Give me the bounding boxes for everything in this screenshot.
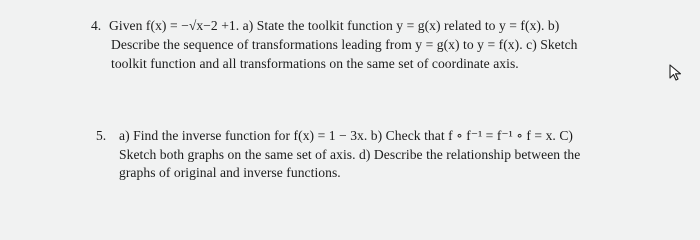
problem-5-line-3: graphs of original and inverse functions. xyxy=(119,165,341,180)
problem-4-line-1: Given f(x) = −√x−2 +1. a) State the toolkit function y = g(x) related to y = f(x). b) xyxy=(109,18,560,33)
problem-4-line-3: toolkit function and all transformations on the same set of coordinate axis. xyxy=(111,56,519,71)
problem-5-line-2: Sketch both graphs on the same set of axis. d) Describe the relationship between the xyxy=(119,147,581,162)
problem-5-line-1: a) Find the inverse function for f(x) = 1 − 3x. b) Check that f ∘ f⁻¹ = f⁻¹ ∘ f = x. C) xyxy=(119,128,574,143)
problem-5-number: 5. xyxy=(96,128,107,143)
problem-4-line-2: Describe the sequence of transformations leading from y = g(x) to y = f(x). c) Sketch xyxy=(111,37,578,52)
problem-4-number: 4. xyxy=(91,18,102,33)
mouse-cursor-icon xyxy=(668,64,684,82)
